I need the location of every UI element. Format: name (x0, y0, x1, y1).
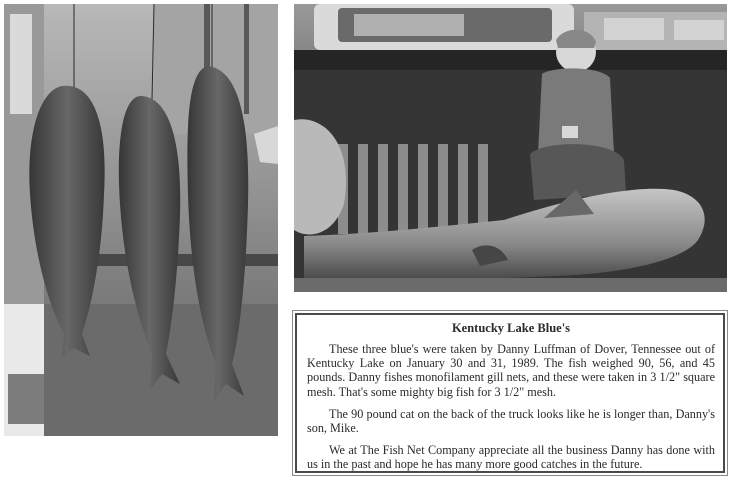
article-paragraph-2: The 90 pound cat on the back of the truck looks like he is longer than, Danny's son, Mike. (307, 406, 715, 436)
article-paragraph-1: These three blue's were taken by Danny Luffman of Dover, Tennessee out of Kentucky Lake on January 30 and 31, 1989. The fish weighed 90, 56, and 45 pounds. Danny fishes monofilament gill nets, and these were taken in 3 1/2" square mesh. That's some mighty big fish for 3 1/2" mesh. (307, 342, 715, 399)
photo-truck-catfish (294, 4, 727, 292)
article-title: Kentucky Lake Blue's (451, 321, 571, 335)
article-caption-box (295, 313, 725, 473)
article-paragraph-3: We at The Fish Net Company appreciate all the business Danny has done with us in the past and hope he has many more good catches in the future. (307, 443, 715, 472)
hanging-catfish-illustration (4, 4, 278, 436)
truck-catfish-illustration (294, 4, 727, 292)
photo-hanging-catfish (4, 4, 278, 436)
